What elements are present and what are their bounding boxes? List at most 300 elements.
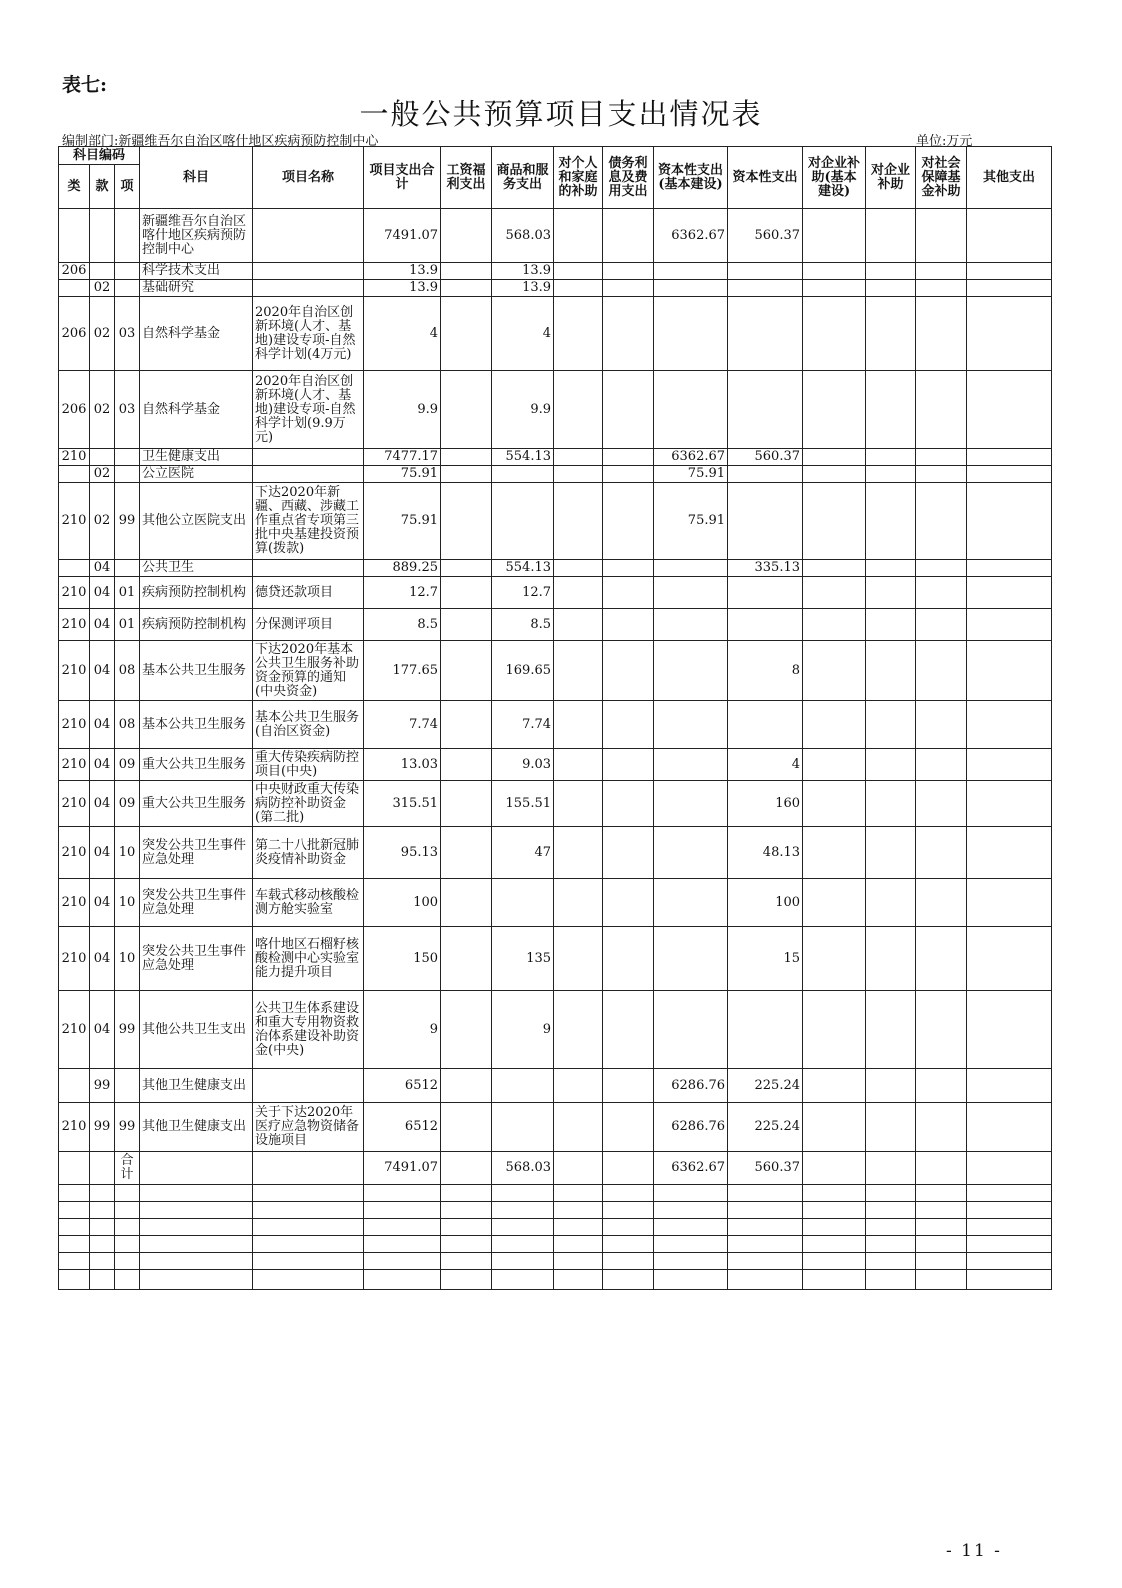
cell-project-name [253,1270,364,1290]
cell-individual [554,577,603,609]
cell-capital-basic [654,927,728,991]
cell-project-name: 第二十八批新冠肺炎疫情补助资金 [253,827,364,879]
cell-project-name: 车载式移动核酸检测方舱实验室 [253,879,364,927]
cell-subject: 公共卫生 [140,560,253,577]
cell-subject: 其他公立医院支出 [140,483,253,560]
cell-debt [603,749,654,781]
cell-kuan: 02 [90,483,115,560]
cell-capital-basic: 6286.76 [654,1069,728,1103]
cell-subject [140,1253,253,1270]
cell-enterprise-basic [803,1069,866,1103]
cell-social-security [916,371,967,449]
cell-other [967,1270,1052,1290]
cell-social-security [916,483,967,560]
cell-wages [441,609,492,641]
table-row [59,560,1052,577]
cell-enterprise [866,371,916,449]
cell-lei [59,1236,90,1253]
table-row [59,577,1052,609]
cell-goods: 9 [492,991,554,1069]
cell-capital: 48.13 [728,827,803,879]
cell-xiang: 03 [115,297,140,371]
cell-xiang: 99 [115,1103,140,1152]
cell-other [967,560,1052,577]
cell-capital [728,701,803,749]
cell-subject: 重大公共卫生服务 [140,781,253,827]
cell-enterprise-basic [803,1270,866,1290]
cell-goods: 13.9 [492,263,554,280]
cell-enterprise-basic [803,209,866,263]
cell-lei [59,560,90,577]
cell-other [967,263,1052,280]
cell-individual [554,827,603,879]
cell-debt [603,781,654,827]
cell-enterprise-basic [803,749,866,781]
cell-total: 7.74 [364,701,441,749]
cell-wages [441,577,492,609]
page-title: 一般公共预算项目支出情况表 [359,97,763,131]
cell-enterprise [866,577,916,609]
table-row [59,927,1052,991]
cell-kuan: 04 [90,577,115,609]
cell-debt [603,641,654,701]
cell-lei [59,1219,90,1236]
cell-social-security [916,1103,967,1152]
cell-other [967,701,1052,749]
cell-individual [554,263,603,280]
cell-xiang [115,1069,140,1103]
cell-lei [59,1069,90,1103]
cell-enterprise [866,1185,916,1202]
cell-individual [554,209,603,263]
cell-subject: 自然科学基金 [140,371,253,449]
cell-lei: 210 [59,749,90,781]
cell-capital-basic: 6286.76 [654,1103,728,1152]
cell-social-security [916,560,967,577]
cell-kuan: 02 [90,466,115,483]
cell-xiang: 10 [115,827,140,879]
cell-other [967,280,1052,297]
cell-lei: 210 [59,827,90,879]
cell-enterprise-basic [803,927,866,991]
cell-enterprise [866,280,916,297]
cell-individual [554,1236,603,1253]
cell-kuan [90,1236,115,1253]
cell-capital-basic [654,749,728,781]
cell-goods: 9.03 [492,749,554,781]
cell-enterprise [866,1270,916,1290]
cell-xiang [115,263,140,280]
cell-subject: 突发公共卫生事件应急处理 [140,827,253,879]
cell-enterprise [866,641,916,701]
cell-project-name [253,209,364,263]
table-row [59,991,1052,1069]
cell-social-security [916,209,967,263]
header-lei: 类 [59,165,90,209]
cell-debt [603,483,654,560]
cell-debt [603,449,654,466]
table-row [59,483,1052,560]
cell-subject [140,1270,253,1290]
cell-project-name: 关于下达2020年医疗应急物资储备设施项目 [253,1103,364,1152]
cell-subject: 卫生健康支出 [140,449,253,466]
cell-enterprise [866,1219,916,1236]
cell-kuan: 04 [90,560,115,577]
cell-individual [554,1152,603,1185]
cell-individual [554,749,603,781]
cell-individual [554,1069,603,1103]
cell-enterprise [866,927,916,991]
cell-enterprise [866,701,916,749]
cell-enterprise [866,879,916,927]
cell-xiang: 01 [115,609,140,641]
cell-capital-basic [654,991,728,1069]
cell-capital: 4 [728,749,803,781]
cell-capital-basic [654,280,728,297]
cell-individual [554,609,603,641]
cell-goods: 47 [492,827,554,879]
header-individual: 对个人和家庭的补助 [554,147,603,209]
cell-individual [554,781,603,827]
cell-kuan [90,1270,115,1290]
header-total: 项目支出合计 [364,147,441,209]
cell-lei: 210 [59,781,90,827]
cell-lei: 210 [59,449,90,466]
cell-total: 75.91 [364,466,441,483]
cell-wages [441,263,492,280]
cell-other [967,749,1052,781]
cell-project-name: 2020年自治区创新环境(人才、基地)建设专项-自然科学计划(4万元) [253,297,364,371]
cell-capital-basic [654,297,728,371]
cell-other [967,927,1052,991]
cell-individual [554,991,603,1069]
cell-goods [492,1236,554,1253]
cell-goods: 568.03 [492,1152,554,1185]
cell-xiang [115,466,140,483]
cell-total: 7491.07 [364,1152,441,1185]
unit-label: 单位:万元 [916,134,973,149]
cell-capital-basic [654,1185,728,1202]
cell-capital-basic [654,371,728,449]
cell-enterprise-basic [803,483,866,560]
cell-xiang: 08 [115,701,140,749]
cell-subject: 疾病预防控制机构 [140,609,253,641]
cell-kuan: 04 [90,609,115,641]
cell-wages [441,701,492,749]
cell-project-name: 公共卫生体系建设和重大专用物资救治体系建设补助资金(中央) [253,991,364,1069]
cell-debt [603,1219,654,1236]
cell-subject [140,1185,253,1202]
cell-enterprise-basic [803,641,866,701]
cell-social-security [916,1185,967,1202]
cell-total: 12.7 [364,577,441,609]
cell-enterprise-basic [803,1202,866,1219]
cell-wages [441,927,492,991]
cell-capital [728,371,803,449]
header-capital-basic: 资本性支出(基本建设) [654,147,728,209]
cell-subject: 科学技术支出 [140,263,253,280]
cell-project-name [253,466,364,483]
header-social-security: 对社会保障基金补助 [916,147,967,209]
cell-enterprise-basic [803,560,866,577]
cell-enterprise-basic [803,1152,866,1185]
cell-debt [603,560,654,577]
cell-goods: 13.9 [492,280,554,297]
cell-subject [140,1152,253,1185]
cell-other [967,1152,1052,1185]
cell-capital-basic: 75.91 [654,466,728,483]
table-row [59,1069,1052,1103]
cell-wages [441,560,492,577]
cell-enterprise-basic [803,991,866,1069]
cell-social-security [916,1270,967,1290]
cell-enterprise [866,263,916,280]
cell-other [967,1185,1052,1202]
cell-lei [59,466,90,483]
cell-social-security [916,879,967,927]
cell-individual [554,1270,603,1290]
cell-total: 13.9 [364,263,441,280]
cell-project-name: 2020年自治区创新环境(人才、基地)建设专项-自然科学计划(9.9万元) [253,371,364,449]
cell-xiang: 09 [115,749,140,781]
cell-capital-basic [654,1270,728,1290]
cell-enterprise [866,749,916,781]
cell-capital: 560.37 [728,209,803,263]
cell-project-name: 基本公共卫生服务(自治区资金) [253,701,364,749]
cell-goods [492,1103,554,1152]
table-row [59,449,1052,466]
table-row [59,297,1052,371]
cell-goods: 169.65 [492,641,554,701]
cell-lei: 210 [59,879,90,927]
table-row [59,1103,1052,1152]
cell-goods [492,1069,554,1103]
cell-capital [728,1270,803,1290]
cell-total: 6512 [364,1103,441,1152]
cell-total [364,1202,441,1219]
cell-goods: 12.7 [492,577,554,609]
cell-capital [728,1219,803,1236]
cell-capital [728,280,803,297]
cell-project-name: 中央财政重大传染病防控补助资金(第二批) [253,781,364,827]
cell-lei: 210 [59,701,90,749]
header-code-group: 科目编码 [59,147,140,165]
cell-total: 7477.17 [364,449,441,466]
cell-debt [603,1202,654,1219]
cell-debt [603,609,654,641]
cell-social-security [916,927,967,991]
cell-lei: 210 [59,483,90,560]
cell-lei: 210 [59,1103,90,1152]
cell-capital-basic [654,1219,728,1236]
cell-other [967,1202,1052,1219]
cell-total [364,1253,441,1270]
cell-debt [603,1185,654,1202]
cell-wages [441,297,492,371]
cell-capital [728,577,803,609]
cell-capital-basic [654,781,728,827]
cell-capital [728,609,803,641]
cell-capital [728,1185,803,1202]
cell-enterprise-basic [803,609,866,641]
compiling-department: 编制部门:新疆维吾尔自治区喀什地区疾病预防控制中心 [62,134,379,149]
table-row [59,466,1052,483]
cell-social-security [916,1253,967,1270]
cell-individual [554,879,603,927]
cell-subject: 其他卫生健康支出 [140,1069,253,1103]
cell-goods [492,1270,554,1290]
table-row [59,701,1052,749]
cell-enterprise [866,560,916,577]
cell-kuan: 04 [90,701,115,749]
cell-individual [554,701,603,749]
cell-capital: 8 [728,641,803,701]
table-row [59,749,1052,781]
cell-social-security [916,466,967,483]
cell-total: 8.5 [364,609,441,641]
cell-social-security [916,449,967,466]
cell-individual [554,449,603,466]
cell-debt [603,1152,654,1185]
cell-kuan [90,1219,115,1236]
cell-capital: 225.24 [728,1069,803,1103]
cell-kuan: 04 [90,991,115,1069]
cell-other [967,466,1052,483]
cell-project-name: 重大传染疾病防控项目(中央) [253,749,364,781]
cell-subject [140,1202,253,1219]
cell-enterprise-basic [803,781,866,827]
cell-enterprise-basic [803,1185,866,1202]
cell-social-security [916,1152,967,1185]
table-row [59,263,1052,280]
cell-total: 13.03 [364,749,441,781]
cell-social-security [916,609,967,641]
cell-individual [554,466,603,483]
table-row [59,827,1052,879]
cell-social-security [916,781,967,827]
cell-individual [554,1185,603,1202]
table-row [59,781,1052,827]
cell-goods: 554.13 [492,560,554,577]
cell-subject: 疾病预防控制机构 [140,577,253,609]
cell-other [967,879,1052,927]
cell-debt [603,1253,654,1270]
cell-debt [603,280,654,297]
cell-enterprise [866,483,916,560]
cell-xiang [115,449,140,466]
cell-enterprise [866,1253,916,1270]
cell-goods: 7.74 [492,701,554,749]
cell-wages [441,449,492,466]
cell-xiang: 01 [115,577,140,609]
header-project-name: 项目名称 [253,147,364,209]
cell-enterprise-basic [803,280,866,297]
cell-xiang [115,1185,140,1202]
header-debt: 债务利息及费用支出 [603,147,654,209]
cell-debt [603,263,654,280]
cell-enterprise-basic [803,701,866,749]
table-row [59,1185,1052,1202]
cell-xiang [115,280,140,297]
cell-social-security [916,1069,967,1103]
cell-capital [728,1236,803,1253]
header-other: 其他支出 [967,147,1052,209]
cell-enterprise [866,827,916,879]
cell-wages [441,781,492,827]
cell-kuan: 02 [90,371,115,449]
cell-capital-basic [654,577,728,609]
cell-enterprise [866,1069,916,1103]
cell-xiang: 99 [115,483,140,560]
cell-capital: 160 [728,781,803,827]
cell-project-name [253,1219,364,1236]
cell-xiang [115,1253,140,1270]
table-row [59,1202,1052,1219]
cell-social-security [916,280,967,297]
cell-capital: 15 [728,927,803,991]
cell-total [364,1219,441,1236]
cell-kuan [90,1202,115,1219]
cell-wages [441,1103,492,1152]
cell-enterprise-basic [803,263,866,280]
cell-total [364,1270,441,1290]
cell-wages [441,1219,492,1236]
cell-kuan: 04 [90,781,115,827]
cell-individual [554,280,603,297]
cell-other [967,297,1052,371]
cell-debt [603,927,654,991]
cell-individual [554,483,603,560]
cell-total: 95.13 [364,827,441,879]
cell-individual [554,1219,603,1236]
cell-debt [603,1069,654,1103]
table-body [59,209,1052,1290]
cell-debt [603,1236,654,1253]
cell-total: 9.9 [364,371,441,449]
cell-goods: 554.13 [492,449,554,466]
cell-kuan: 02 [90,280,115,297]
cell-goods [492,466,554,483]
cell-subject: 其他公共卫生支出 [140,991,253,1069]
cell-capital-basic [654,641,728,701]
cell-debt [603,466,654,483]
cell-other [967,483,1052,560]
cell-total: 75.91 [364,483,441,560]
cell-total: 4 [364,297,441,371]
cell-subject [140,1219,253,1236]
cell-debt [603,577,654,609]
cell-capital-basic [654,827,728,879]
cell-lei [59,1253,90,1270]
cell-kuan: 99 [90,1069,115,1103]
cell-subject [140,1236,253,1253]
page-number: - 11 - [946,1541,1002,1561]
table-row [59,1270,1052,1290]
header-enterprise-basic: 对企业补助(基本建设) [803,147,866,209]
cell-project-name: 下达2020年基本公共卫生服务补助资金预算的通知(中央资金) [253,641,364,701]
cell-goods [492,1185,554,1202]
cell-other [967,209,1052,263]
cell-goods [492,1253,554,1270]
cell-other [967,1236,1052,1253]
cell-capital: 560.37 [728,1152,803,1185]
cell-debt [603,879,654,927]
cell-individual [554,927,603,991]
cell-project-name: 喀什地区石榴籽核酸检测中心实验室能力提升项目 [253,927,364,991]
cell-enterprise-basic [803,449,866,466]
table-row [59,1236,1052,1253]
cell-xiang: 03 [115,371,140,449]
